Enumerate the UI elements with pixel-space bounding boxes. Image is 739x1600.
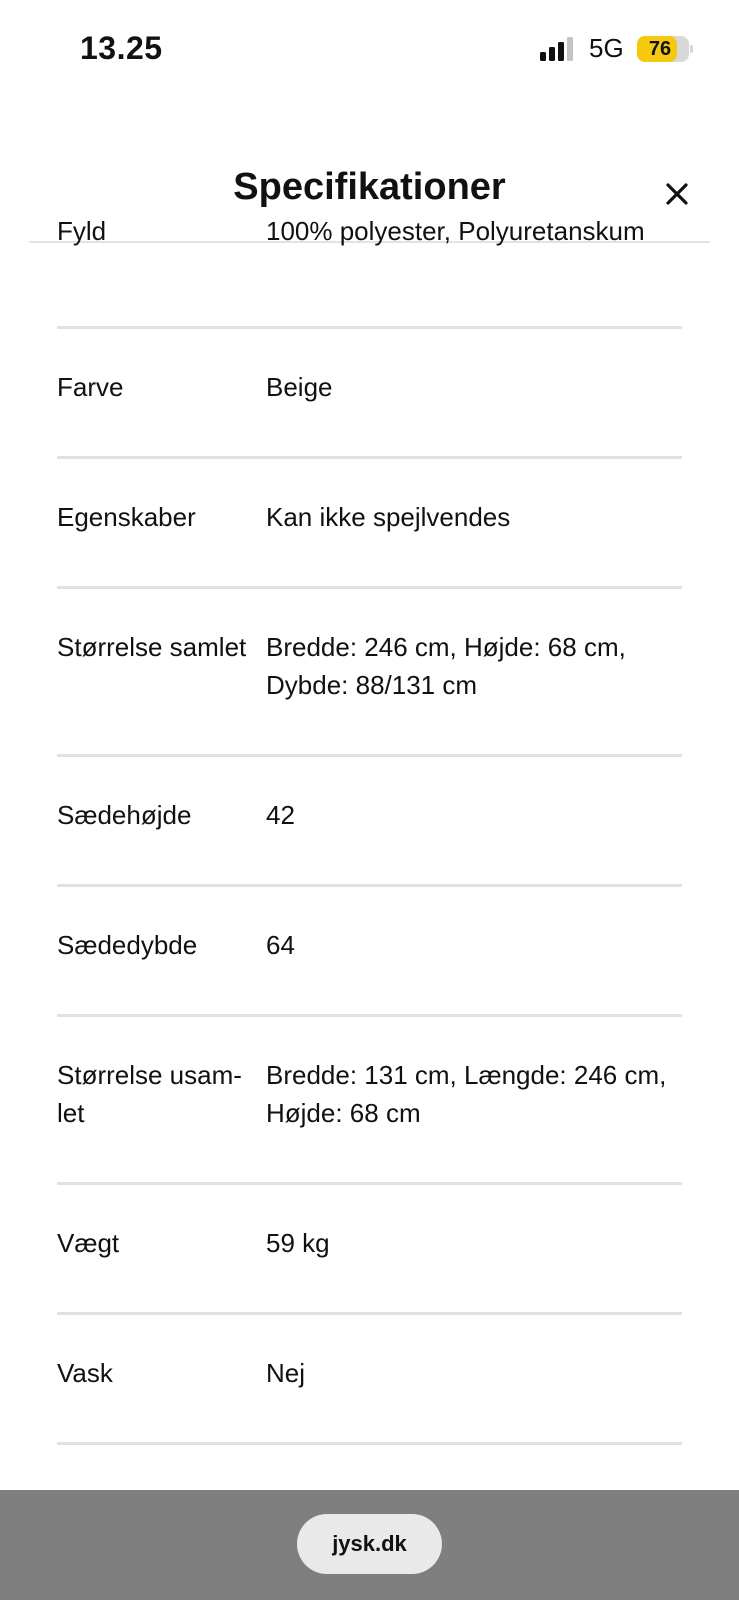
spec-label: Størrelse usam-let (57, 1060, 242, 1128)
status-bar (0, 0, 739, 100)
browser-bottom-bar (0, 1490, 739, 1600)
network-type: 5G (589, 33, 624, 63)
spec-value: 42 (266, 800, 295, 830)
spec-value: Bredde: 131 cm, Længde: 246 cm, Højde: 68 cm (266, 1060, 667, 1128)
url-pill[interactable]: jysk.dk (297, 1514, 442, 1574)
spec-label: Fyld (57, 216, 107, 246)
spec-row-stoerrelse-samlet (57, 589, 682, 757)
battery-level: 76 (648, 38, 672, 60)
spec-label: Vægt (57, 1228, 120, 1258)
spec-row-vask (57, 1315, 682, 1445)
battery-tip (690, 45, 693, 53)
spec-label: Sædedybde (57, 930, 198, 960)
spec-label: Vask (57, 1358, 113, 1388)
close-icon (666, 183, 688, 205)
spec-list (57, 216, 682, 1445)
battery-icon (637, 36, 689, 62)
spec-row-saededybde (57, 887, 682, 1017)
spec-label: Størrelse samlet (57, 632, 247, 662)
spec-label: Farve (57, 372, 124, 402)
spec-value: Bredde: 246 cm, Højde: 68 cm, Dybde: 88/131 cm (266, 632, 626, 700)
spec-value: 100% polyester, Polyuretanskum (266, 216, 645, 246)
spec-row-stoerrelse-usamlet (57, 1017, 682, 1185)
spec-value: Nej (266, 1358, 306, 1388)
close-button[interactable] (657, 174, 697, 214)
spec-value: Beige (266, 372, 333, 402)
sheet-title: Specifikationer (233, 166, 506, 208)
spec-row-saedehoejde (57, 757, 682, 887)
spec-value: 64 (266, 930, 295, 960)
spec-scroll-area[interactable] (0, 216, 739, 1490)
spec-row-egenskaber (57, 459, 682, 589)
spec-row-farve (57, 329, 682, 459)
cellular-signal-icon (540, 37, 580, 61)
spec-row-fyld (57, 216, 682, 329)
status-time: 13.25 (80, 30, 163, 66)
spec-row-vaegt (57, 1185, 682, 1315)
spec-label: Egenskaber (57, 502, 196, 532)
spec-value: Kan ikke spejlvendes (266, 502, 511, 532)
spec-label: Sædehøjde (57, 800, 192, 830)
spec-value: 59 kg (266, 1228, 330, 1258)
